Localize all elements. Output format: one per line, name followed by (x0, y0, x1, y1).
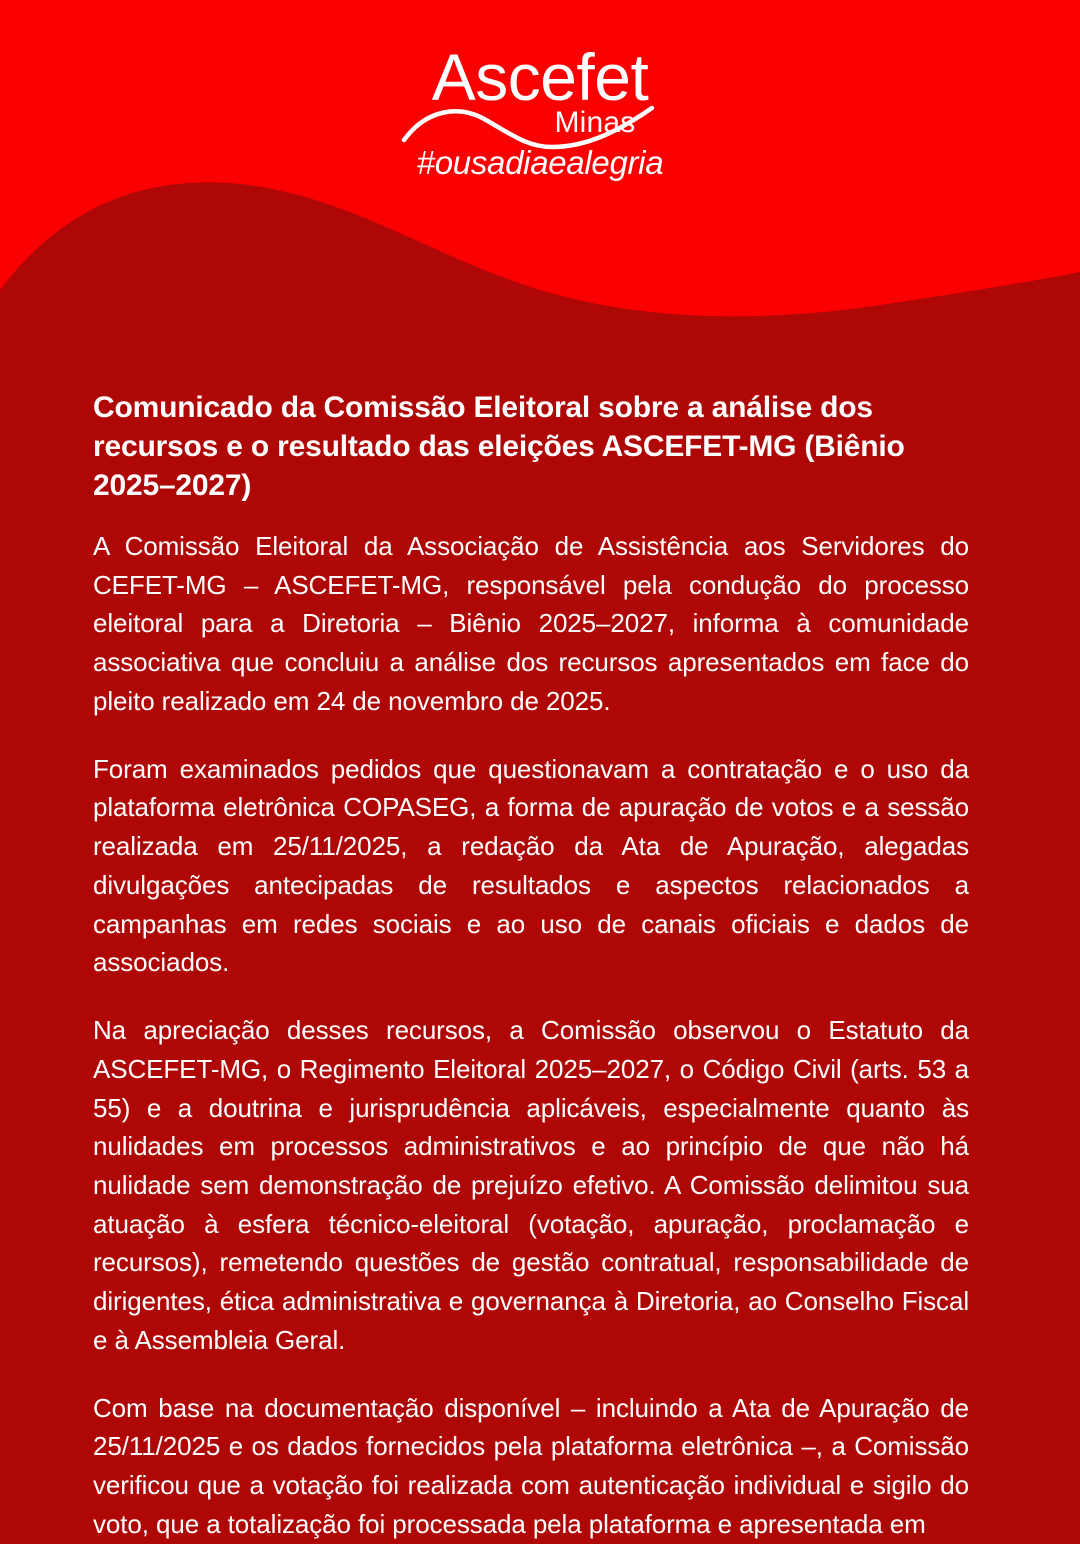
logo-tagline: #ousadiaealegria (416, 144, 664, 181)
logo-subtitle: Minas (554, 106, 636, 139)
paragraph: A Comissão Eleitoral da Associação de Assistência aos Servidores do CEFET-MG – ASCEFET-MG, responsável pela condução do processo eleitoral para a Diretoria – Biênio 2025–2027, informa à comunidade associativa que concluiu a análise dos recursos apresentados em face do pleito realizado em 24 de novembro de 2025. (93, 531, 969, 716)
logo-wordmark: Ascefet (431, 40, 649, 114)
paragraph: Foram examinados pedidos que questionavam a contratação e o uso da plataforma eletrônica COPASEG, a forma de apuração de votos e a sessão realizada em 25/11/2025, a redação da Ata de Apuração, alegadas divulgações antecipadas de resultados e aspectos relacionados a campanhas em redes sociais e ao uso de canais oficiais e dados de associados. (93, 753, 969, 978)
paragraph: Com base na documentação disponível – incluindo a Ata de Apuração de 25/11/2025 e os dados fornecidos pela plataforma eletrônica –, a Comissão verificou que a votação foi realizada com autenticação individual e sigilo do voto, que a totalização foi processada pela plataforma e apresentada em (93, 1392, 969, 1539)
ascefet-logo (0, 0, 1080, 200)
paragraph: Na apreciação desses recursos, a Comissão observou o Estatuto da ASCEFET-MG, o Regimento Eleitoral 2025–2027, o Código Civil (arts. 53 a 55) e a doutrina e jurisprudência aplicáveis, especialmente quanto às nulidades em processos administrativos e ao princípio de que não há nulidade sem demonstração de prejuízo efetivo. A Comissão delimitou sua atuação à esfera técnico-eleitoral (votação, apuração, proclamação e recursos), remetendo questões de gestão contratual, responsabilidade de dirigentes, ética administrativa e governança à Diretoria, ao Conselho Fiscal e à Assembleia Geral. (93, 1015, 969, 1355)
page-title: Comunicado da Comissão Eleitoral sobre a análise dos recursos e o resultado das eleições ASCEFET-MG (Biênio 2025–2027) (93, 391, 905, 502)
logo-swoosh-icon (400, 100, 660, 152)
announcement-body (93, 388, 969, 1544)
